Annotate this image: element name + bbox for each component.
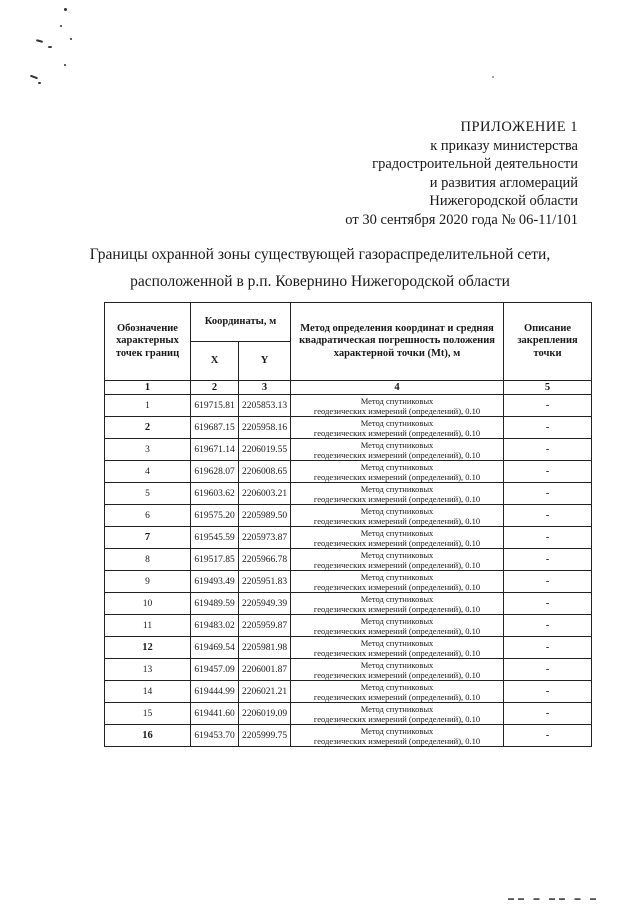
table-row — [105, 615, 592, 637]
coord-y: 2205989.50 — [239, 505, 291, 527]
header-x: X — [191, 342, 239, 381]
mark-description: - — [504, 549, 592, 571]
appendix-line: и развития агломераций — [429, 174, 578, 191]
method-line-2: геодезических измерений (определений), 0.10 — [313, 669, 481, 680]
method-line-1: Метод спутниковых — [360, 659, 434, 670]
coord-x: 619444.99 — [191, 681, 239, 703]
coord-y: 2206021.21 — [239, 681, 291, 703]
coord-y: 2206003.21 — [239, 483, 291, 505]
point-label: 11 — [105, 615, 191, 637]
table-row — [105, 417, 592, 439]
mark-description: - — [504, 637, 592, 659]
method-line-1: Метод спутниковых — [360, 593, 434, 604]
coord-y: 2205951.83 — [239, 571, 291, 593]
coord-y: 2205981.98 — [239, 637, 291, 659]
coord-x: 619483.02 — [191, 615, 239, 637]
coord-x: 619715.81 — [191, 395, 239, 417]
method-line-1: Метод спутниковых — [360, 615, 434, 626]
method-line-2: геодезических измерений (определений), 0.10 — [313, 537, 481, 548]
point-label: 2 — [105, 417, 191, 439]
method-line-2: геодезических измерений (определений), 0.10 — [313, 405, 481, 416]
coord-y: 2205958.16 — [239, 417, 291, 439]
method-line-2: геодезических измерений (определений), 0.10 — [313, 559, 481, 570]
method-line-1: Метод спутниковых — [360, 461, 434, 472]
mark-description: - — [504, 439, 592, 461]
mark-description: - — [504, 527, 592, 549]
coord-y: 2205999.75 — [239, 725, 291, 747]
appendix-line: Нижегородской области — [429, 193, 578, 209]
method-line-2: геодезических измерений (определений), 0.10 — [313, 647, 481, 658]
method-line-1: Метод спутниковых — [360, 483, 434, 494]
method-cell — [291, 681, 504, 703]
method-line-1: Метод спутниковых — [360, 681, 434, 692]
scan-speck — [64, 8, 67, 11]
table-row — [105, 395, 592, 417]
coord-x: 619603.62 — [191, 483, 239, 505]
method-line-2: геодезических измерений (определений), 0.10 — [313, 449, 481, 460]
point-label: 4 — [105, 461, 191, 483]
appendix-line: градостроительной деятельности — [372, 156, 578, 172]
table-row — [105, 725, 592, 747]
method-line-1: Метод спутниковых — [360, 395, 434, 406]
column-number-row — [105, 381, 592, 395]
column-number: 4 — [291, 381, 504, 395]
method-cell — [291, 483, 504, 505]
point-label: 16 — [105, 725, 191, 747]
table-row — [105, 549, 592, 571]
method-line-1: Метод спутниковых — [360, 549, 434, 560]
method-cell — [291, 571, 504, 593]
method-cell — [291, 549, 504, 571]
table-row — [105, 505, 592, 527]
coord-y: 2206008.65 — [239, 461, 291, 483]
scan-speck — [64, 64, 66, 66]
header-method: Метод определения координат и средняя квадратическая погрешность положения характерной точки (Mt), м — [291, 303, 504, 381]
point-label: 13 — [105, 659, 191, 681]
point-label: 5 — [105, 483, 191, 505]
coord-y: 2206019.55 — [239, 439, 291, 461]
coord-x: 619441.60 — [191, 703, 239, 725]
point-label: 8 — [105, 549, 191, 571]
mark-description: - — [504, 483, 592, 505]
column-number: 1 — [105, 381, 191, 395]
column-number: 3 — [239, 381, 291, 395]
mark-description: - — [504, 571, 592, 593]
appendix-block — [345, 118, 578, 229]
method-line-1: Метод спутниковых — [360, 637, 434, 648]
coord-x: 619671.14 — [191, 439, 239, 461]
method-line-2: геодезических измерений (определений), 0.10 — [313, 691, 481, 702]
method-cell — [291, 395, 504, 417]
document-title — [0, 241, 640, 295]
point-label: 14 — [105, 681, 191, 703]
method-cell — [291, 417, 504, 439]
method-line-2: геодезических измерений (определений), 0.10 — [313, 735, 481, 746]
coord-y: 2205966.78 — [239, 549, 291, 571]
method-line-2: геодезических измерений (определений), 0.10 — [313, 515, 481, 526]
header-point: Обозначение характерных точек границ — [105, 303, 191, 381]
document-title-line-1: Границы охранной зоны существующей газораспределительной сети, — [89, 246, 551, 263]
method-line-1: Метод спутниковых — [360, 703, 434, 714]
method-line-2: геодезических измерений (определений), 0.10 — [313, 713, 481, 724]
point-label: 3 — [105, 439, 191, 461]
coord-x: 619493.49 — [191, 571, 239, 593]
coord-x: 619457.09 — [191, 659, 239, 681]
table-row — [105, 703, 592, 725]
scan-speck — [492, 76, 494, 78]
point-label: 1 — [105, 395, 191, 417]
method-cell — [291, 593, 504, 615]
table-row — [105, 571, 592, 593]
method-cell — [291, 637, 504, 659]
table-row — [105, 659, 592, 681]
method-line-2: геодезических измерений (определений), 0.10 — [313, 493, 481, 504]
scan-speck — [70, 38, 72, 40]
scan-speck — [36, 39, 43, 43]
scan-speck — [38, 82, 41, 84]
table-row — [105, 483, 592, 505]
table-row — [105, 637, 592, 659]
appendix-line: к приказу министерства — [430, 137, 578, 154]
header-y: Y — [239, 342, 291, 381]
coord-y: 2205959.87 — [239, 615, 291, 637]
mark-description: - — [504, 417, 592, 439]
coord-x: 619517.85 — [191, 549, 239, 571]
appendix-title: ПРИЛОЖЕНИЕ 1 — [460, 119, 578, 135]
mark-description: - — [504, 681, 592, 703]
method-cell — [291, 505, 504, 527]
method-line-2: геодезических измерений (определений), 0.10 — [313, 581, 481, 592]
coord-x: 619469.54 — [191, 637, 239, 659]
table-row — [105, 681, 592, 703]
boundary-points-table — [104, 302, 592, 747]
header-mark: Описание закрепления точки — [504, 303, 592, 381]
mark-description: - — [504, 505, 592, 527]
mark-description: - — [504, 461, 592, 483]
appendix-line: от 30 сентября 2020 года № 06-11/101 — [345, 211, 578, 228]
coord-y: 2206019.09 — [239, 703, 291, 725]
coord-y: 2206001.87 — [239, 659, 291, 681]
table-row — [105, 527, 592, 549]
coord-x: 619687.15 — [191, 417, 239, 439]
method-cell — [291, 439, 504, 461]
table-row — [105, 439, 592, 461]
method-cell — [291, 615, 504, 637]
mark-description: - — [504, 615, 592, 637]
method-line-1: Метод спутниковых — [360, 527, 434, 538]
point-label: 15 — [105, 703, 191, 725]
column-number: 5 — [504, 381, 592, 395]
mark-description: - — [504, 703, 592, 725]
scan-speck — [48, 46, 52, 48]
coord-x: 619489.59 — [191, 593, 239, 615]
scan-edge-mark: ▬▬ ▬ ▬▬ ▬ ▬ — [508, 896, 600, 902]
method-line-2: геодезических измерений (определений), 0.10 — [313, 471, 481, 482]
method-line-2: геодезических измерений (определений), 0.10 — [313, 625, 481, 636]
point-label: 10 — [105, 593, 191, 615]
method-line-1: Метод спутниковых — [360, 439, 434, 450]
method-cell — [291, 703, 504, 725]
method-cell — [291, 659, 504, 681]
coord-x: 619453.70 — [191, 725, 239, 747]
coord-x: 619575.20 — [191, 505, 239, 527]
mark-description: - — [504, 725, 592, 747]
method-cell — [291, 527, 504, 549]
column-number: 2 — [191, 381, 239, 395]
document-title-line-2: расположенной в р.п. Ковернино Нижегородской области — [130, 273, 510, 290]
method-cell — [291, 461, 504, 483]
header-coordinates: Координаты, м — [191, 303, 291, 342]
point-label: 7 — [105, 527, 191, 549]
method-line-1: Метод спутниковых — [360, 505, 434, 516]
scan-speck — [60, 25, 62, 27]
method-line-1: Метод спутниковых — [360, 417, 434, 428]
method-line-2: геодезических измерений (определений), 0.10 — [313, 427, 481, 438]
point-label: 6 — [105, 505, 191, 527]
mark-description: - — [504, 395, 592, 417]
mark-description: - — [504, 659, 592, 681]
coord-x: 619628.07 — [191, 461, 239, 483]
point-label: 9 — [105, 571, 191, 593]
method-cell — [291, 725, 504, 747]
table-row — [105, 461, 592, 483]
coord-y: 2205973.87 — [239, 527, 291, 549]
method-line-1: Метод спутниковых — [360, 571, 434, 582]
method-line-1: Метод спутниковых — [360, 725, 434, 736]
coord-y: 2205949.39 — [239, 593, 291, 615]
coord-y: 2205853.13 — [239, 395, 291, 417]
method-line-2: геодезических измерений (определений), 0.10 — [313, 603, 481, 614]
point-label: 12 — [105, 637, 191, 659]
scan-speck — [30, 75, 38, 80]
coord-x: 619545.59 — [191, 527, 239, 549]
table-row — [105, 593, 592, 615]
mark-description: - — [504, 593, 592, 615]
